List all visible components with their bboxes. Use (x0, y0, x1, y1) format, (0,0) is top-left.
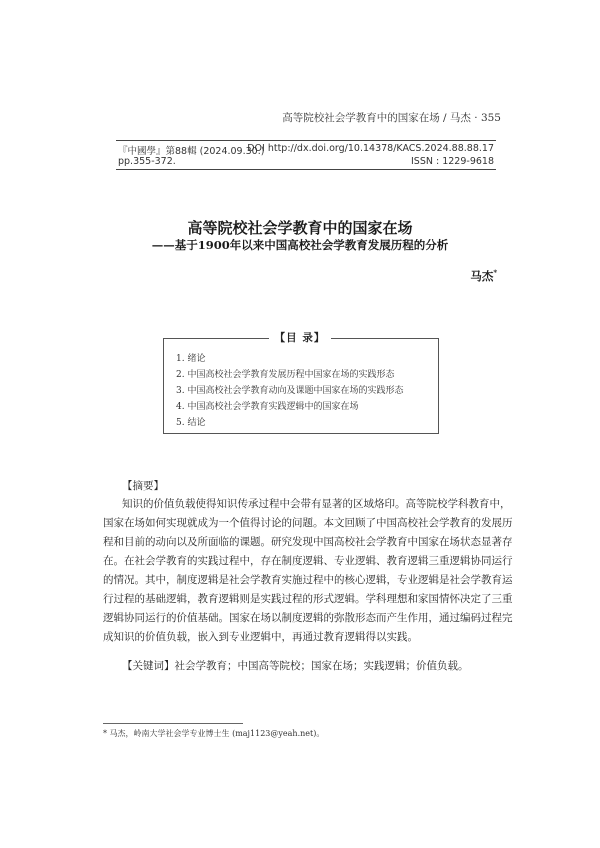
author-footnote-mark: * (493, 268, 497, 278)
abstract-line: 行过程的基础逻辑，教育逻辑则是实践过程的形式逻辑。学科理想和家国情怀决定了三重 (103, 593, 513, 605)
toc-item: 4. 中国高校社会学教育实践逻辑中的国家在场 (176, 402, 359, 412)
citation-doi: DOI http://dx.doi.org/10.14378/KACS.2024.88.88.17 (247, 143, 494, 154)
abstract-line: 在。在社会学教育的实践过程中，存在制度逻辑、专业逻辑、教育逻辑三重逻辑协同运行 (103, 555, 513, 567)
abstract-line: 逻辑协同运行的价值基础。国家在场以制度逻辑的弥散形态而产生作用，通过编码过程完 (103, 612, 513, 624)
abstract-label: 【摘要】 (122, 480, 164, 492)
author (470, 268, 497, 284)
abstract-line: 成知识的价值负载，嵌入到专业逻辑中，再通过教育逻辑得以实践。 (103, 631, 418, 643)
keywords: 【关键词】社会学教育；中国高等院校；国家在场；实践逻辑；价值负载。 (122, 660, 469, 672)
citation-issn: ISSN : 1229-9618 (411, 156, 494, 167)
footnote-divider (103, 723, 243, 724)
citation-pages: pp.355-372. (118, 156, 176, 167)
abstract-line: 的情况。其中，制度逻辑是社会学教育实施过程中的核心逻辑，专业逻辑是社会学教育运 (103, 574, 513, 586)
citation-journal: 『中國學』第88輯 (2024.09.30.) (118, 146, 265, 157)
footnote: * 马杰，岭南大学社会学专业博士生 (maj1123@yeah.net)。 (103, 729, 325, 738)
abstract-line: 程和目前的动向以及所面临的课题。研究发现中国高校社会学教育中国家在场状态显著存 (103, 536, 513, 548)
toc-title: 【目 录】 (269, 330, 331, 345)
toc-item: 2. 中国高校社会学教育发展历程中国家在场的实践形态 (176, 370, 395, 380)
paper-subtitle: ——基于1900年以来中国高校社会学教育发展历程的分析 (151, 238, 449, 252)
author-name: 马杰 (470, 269, 494, 283)
toc-item: 3. 中国高校社会学教育动向及课题中国家在场的实践形态 (176, 386, 404, 396)
paper-title: 高等院校社会学教育中的国家在场 (187, 219, 413, 237)
abstract-line: 国家在场如何实现就成为一个值得讨论的问题。本文回顾了中国高校社会学教育的发展历 (103, 517, 513, 529)
abstract-line: 知识的价值负载使得知识传承过程中会带有显著的区域烙印。高等院校学科教育中， (122, 498, 511, 510)
citation-box (116, 140, 496, 170)
toc-item: 1. 绪论 (176, 354, 206, 364)
running-header: 高等院校社会学教育中的国家在场 / 马杰 · 355 (282, 112, 501, 124)
toc-item: 5. 结论 (176, 418, 206, 428)
